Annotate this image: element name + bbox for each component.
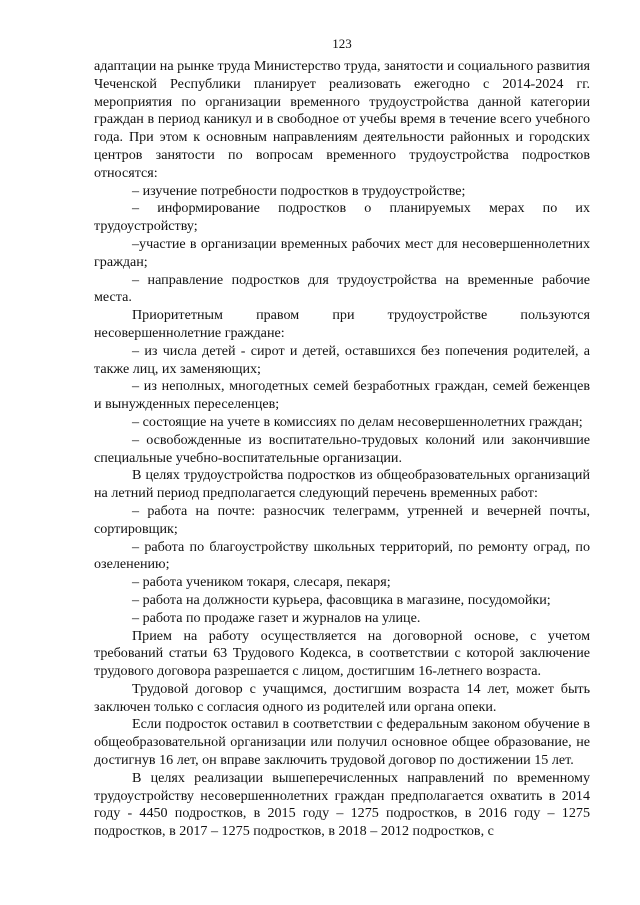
list-item-orphans: – из числа детей - сирот и детей, оставшихся без попечения родителей, а также лиц, их заменяющих; xyxy=(94,342,590,377)
list-item-commission-registered: – состоящие на учете в комиссиях по делам несовершеннолетних граждан; xyxy=(132,413,583,430)
list-item-job-organization: –участие в организации временных рабочих мест для несовершеннолетних граждан; xyxy=(94,235,590,270)
paragraph-priority-right: Приоритетным правом при трудоустройстве пользуются несовершеннолетние граждане: xyxy=(94,307,590,341)
paragraph-coverage: В целях реализации вышеперечисленных направлений по временному трудоустройству несовершеннолетних граждан предполагается охватить в 2014 году - 4450 подростков, в 2015 году – 1275 подростков, в 2016 году – 1275 подростков, в 2017 – 1275 подростков, в 2018 – 2012 подростков, с xyxy=(94,769,590,840)
document-body xyxy=(94,58,590,841)
list-item-large-families: – из неполных, многодетных семей безработных граждан, семей беженцев и вынужденных переселенцев; xyxy=(94,378,590,413)
paragraph-hiring: Прием на работу осуществляется на договорной основе, с учетом требований статьи 63 Трудового Кодекса, в соответствии с которой заключение трудового договора разрешается с лицом, достигшим 16-летнего возраста. xyxy=(94,627,590,680)
list-item-informing: – информирование подростков о планируемых мерах по их трудоустройству; xyxy=(94,200,590,235)
paragraph-intro: адаптации на рынке труда Министерство труда, занятости и социального развития Чеченской Республики планирует реализовать ежегодно с 2014-2024 гг. мероприятия по организации временного трудоустройства данной категории граждан в период каникул и в свободное от учебы время в течение всего учебного года. При этом к основным направлениям деятельности районных и городских центров занятости по вопросам временного трудоустройства подростков относятся: xyxy=(94,58,590,181)
list-item-post-office: – работа на почте: разносчик телеграмм, утренней и вечерней почты, сортировщик; xyxy=(94,502,590,537)
list-item-newspapers: – работа по продаже газет и журналов на улице. xyxy=(132,609,421,626)
page-number: 123 xyxy=(332,36,352,51)
list-item-landscaping: – работа по благоустройству школьных территорий, по ремонту оград, по озеленению; xyxy=(94,538,590,573)
list-item-needs-study: – изучение потребности подростков в трудоустройстве; xyxy=(132,182,466,199)
paragraph-age-14: Трудовой договор с учащимся, достигшим возраста 14 лет, может быть заключен только с согласия одного из родителей или органа опеки. xyxy=(94,680,590,715)
list-item-released: – освобожденные из воспитательно-трудовых колоний или закончившие специальные учебно-воспитательные организации. xyxy=(94,431,590,466)
paragraph-summer-jobs: В целях трудоустройства подростков из общеобразовательных организаций на летний период предполагается следующий перечень временных работ: xyxy=(94,467,590,502)
paragraph-age-15: Если подросток оставил в соответствии с федеральным законом обучение в общеобразовательной организации или получил основное общее образование, не достигнув 16 лет, он вправе заключить трудовой договор по достижении 15 лет. xyxy=(94,716,590,769)
list-item-courier: – работа на должности курьера, фасовщика в магазине, посудомойки; xyxy=(132,591,551,608)
list-item-apprentice: – работа учеником токаря, слесаря, пекаря; xyxy=(132,574,391,591)
list-item-referral: – направление подростков для трудоустройства на временные рабочие места. xyxy=(94,271,590,306)
